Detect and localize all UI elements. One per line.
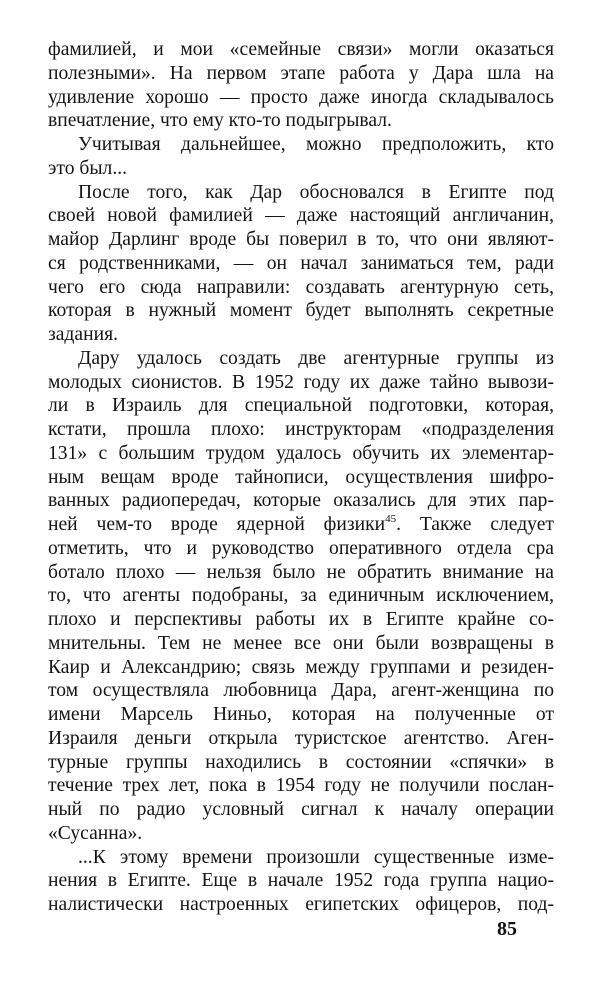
text-line: налистически настроенных египетских офицеров, под-	[48, 894, 554, 915]
text-line: 131» с большим трудом удалось обучить их элементар-	[48, 442, 554, 464]
text-line: нения в Египте. Еще в начале 1952 года группа нацио-	[48, 870, 554, 892]
text-line: это был...	[48, 157, 128, 179]
text-line: имени Марсель Ниньо, которая на полученные от	[48, 704, 554, 725]
text-line: том осуществляла любовница Дара, агент-женщина по	[48, 680, 554, 702]
text-line: кстати, прошла плохо: инструкторам «подразделения	[48, 419, 554, 440]
text-line: отметить, что и руководство оперативного отдела сра	[48, 537, 554, 559]
text-line: мнительны. Тем не менее все они были возвращены в	[48, 632, 554, 654]
paragraph-start-line: После того, как Дар обосновался в Египте под	[78, 181, 554, 203]
text-line: «Сусанна».	[48, 822, 143, 844]
text-line: плохо и перспективы работы их в Египте крайне со-	[48, 609, 554, 630]
text-line: майор Дарлинг вроде бы поверил в то, что они являют-	[48, 229, 554, 250]
text-line: то, что агенты подобраны, за единичным исключением,	[48, 585, 554, 607]
page-number: 85	[497, 918, 517, 940]
text-line: течение трех лет, пока в 1954 году не получили послан-	[48, 775, 554, 797]
paragraph-start-line: Учитывая дальнейшее, можно предположить, кто	[78, 134, 554, 155]
text-line: Каир и Александрию; связь между группами и резиден-	[48, 656, 554, 678]
text-line: которая в нужный момент будет выполнять секретные	[48, 300, 554, 322]
text-line-with-footnote	[48, 513, 554, 537]
text-line: ли в Израиль для специальной подготовки, которая,	[48, 395, 554, 417]
text-line: ный по радио условный сигнал к началу операции	[48, 799, 554, 820]
paragraph-start-line: Дару удалось создать две агентурные группы из	[78, 347, 554, 369]
text-line: ным вещам вроде тайнописи, осуществления шифро-	[48, 466, 554, 488]
text-line: ся родственниками, — он начал заниматься тем, ради	[48, 252, 554, 274]
text-line: задания.	[48, 324, 118, 345]
text-line: впечатление, что ему кто-то подыгрывал.	[48, 110, 392, 132]
text-line: ванных радиопередач, которые оказались для этих пар-	[48, 490, 554, 512]
line-text: ней чем-то вроде ядерной физики	[48, 514, 386, 535]
text-line: молодых сионистов. В 1952 году их даже тайно вывози-	[48, 371, 554, 393]
book-page-text	[48, 38, 554, 917]
text-line: своей новой фамилией — даже настоящий англичанин,	[48, 205, 554, 227]
text-line: Израиля деньги открыла туристское агентство. Аген-	[48, 727, 554, 749]
paragraph-start-line: ...К этому времени произошли существенные изме-	[78, 846, 554, 868]
text-line: ботало плохо — нельзя было не обратить внимание на	[48, 561, 554, 583]
text-line: фамилией, и мои «семейные связи» могли оказаться	[48, 39, 554, 60]
footnote-marker[interactable]: 45	[385, 513, 397, 525]
text-line: чего его сюда направили: создавать агентурную сеть,	[48, 276, 554, 298]
text-line: турные группы находились в состоянии «спячки» в	[48, 751, 554, 773]
line-text-after-footnote: . Также следует	[396, 514, 554, 535]
text-line: удивление хорошо — просто даже иногда складывалось	[48, 86, 554, 108]
text-line: полезными». На первом этапе работа у Дара шла на	[48, 62, 554, 84]
